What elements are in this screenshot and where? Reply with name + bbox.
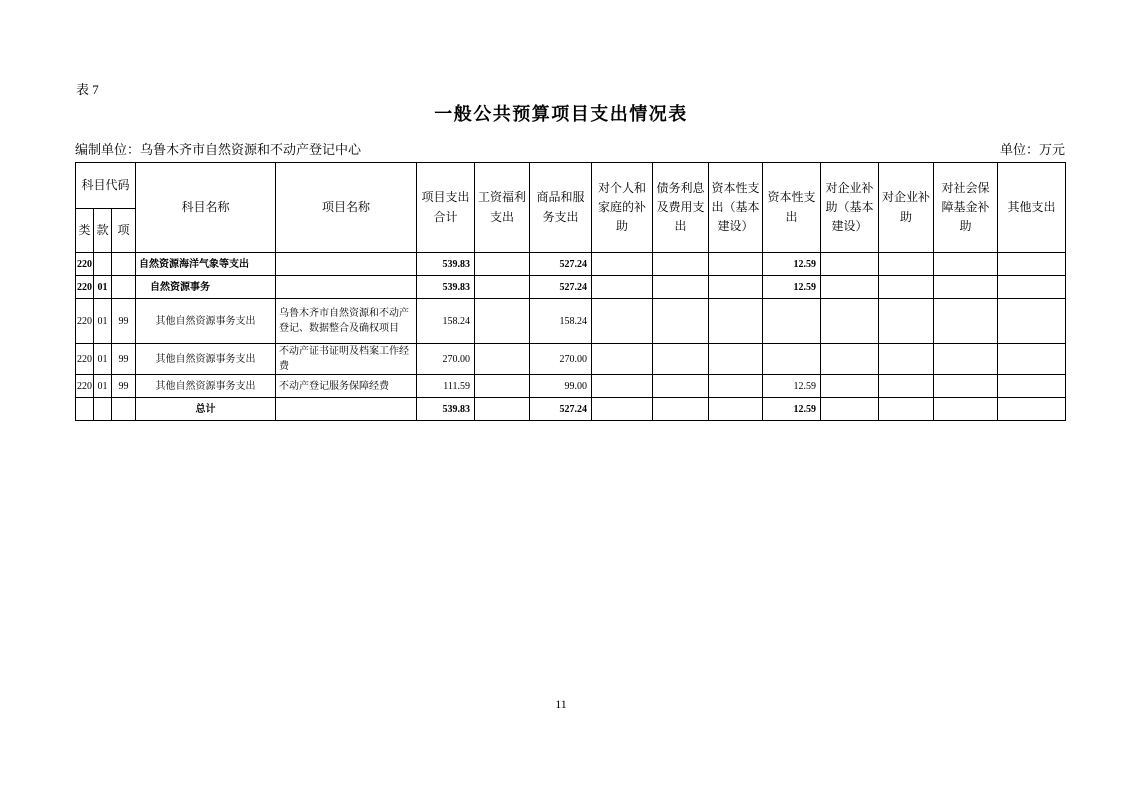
cell-value <box>879 375 934 398</box>
header-col-social-security-fund-subsidy: 对社会保障基金补助 <box>934 163 998 253</box>
cell-project-name <box>276 253 417 276</box>
cell-value <box>998 276 1066 299</box>
table-body <box>76 253 1066 421</box>
cell-value <box>709 398 763 421</box>
cell-value: 12.59 <box>763 398 821 421</box>
header-col-capital-basic-construction: 资本性支出（基本建设） <box>709 163 763 253</box>
header-subject-code: 科目代码 <box>76 163 136 209</box>
header-col-debt-interest: 债务利息及费用支出 <box>653 163 709 253</box>
cell-value <box>709 375 763 398</box>
meta-row <box>75 139 1065 158</box>
header-code-section: 款 <box>94 209 112 253</box>
cell-value <box>879 398 934 421</box>
cell-project-name <box>276 276 417 299</box>
cell-project-name: 不动产登记服务保障经费 <box>276 375 417 398</box>
cell-code-item: 99 <box>112 375 136 398</box>
cell-value <box>821 276 879 299</box>
cell-value <box>475 398 530 421</box>
cell-value <box>653 344 709 375</box>
cell-value <box>998 344 1066 375</box>
table-row <box>76 276 1066 299</box>
cell-value <box>653 299 709 344</box>
cell-value <box>934 375 998 398</box>
cell-value <box>763 344 821 375</box>
cell-value <box>879 344 934 375</box>
header-col-other: 其他支出 <box>998 163 1066 253</box>
table-header <box>76 163 1066 253</box>
header-subject-name: 科目名称 <box>136 163 276 253</box>
cell-subject-name: 总计 <box>136 398 276 421</box>
cell-code-section: 01 <box>94 375 112 398</box>
cell-value <box>879 276 934 299</box>
cell-value <box>709 276 763 299</box>
cell-value <box>763 299 821 344</box>
cell-value <box>592 344 653 375</box>
cell-code-class: 220 <box>76 299 94 344</box>
table-row <box>76 398 1066 421</box>
table-row <box>76 299 1066 344</box>
cell-value <box>821 253 879 276</box>
cell-value: 12.59 <box>763 276 821 299</box>
cell-value <box>592 299 653 344</box>
cell-code-item <box>112 398 136 421</box>
cell-value <box>592 375 653 398</box>
header-col-enterprise-subsidy-basic: 对企业补助（基本建设） <box>821 163 879 253</box>
cell-value <box>475 276 530 299</box>
cell-value: 12.59 <box>763 253 821 276</box>
cell-value: 539.83 <box>417 253 475 276</box>
cell-code-section <box>94 253 112 276</box>
cell-value <box>821 299 879 344</box>
cell-code-item <box>112 276 136 299</box>
cell-value <box>709 344 763 375</box>
cell-subject-name: 自然资源海洋气象等支出 <box>136 253 276 276</box>
cell-subject-name: 自然资源事务 <box>136 276 276 299</box>
header-col-goods-services: 商品和服务支出 <box>530 163 592 253</box>
cell-value <box>934 276 998 299</box>
cell-value <box>653 398 709 421</box>
cell-value: 270.00 <box>530 344 592 375</box>
cell-code-class: 220 <box>76 253 94 276</box>
cell-value <box>934 253 998 276</box>
cell-value <box>709 299 763 344</box>
cell-value: 12.59 <box>763 375 821 398</box>
cell-value <box>475 375 530 398</box>
cell-value <box>709 253 763 276</box>
cell-value <box>475 299 530 344</box>
table-row <box>76 344 1066 375</box>
cell-value <box>475 253 530 276</box>
cell-value <box>592 398 653 421</box>
cell-code-item: 99 <box>112 344 136 375</box>
cell-code-section: 01 <box>94 344 112 375</box>
cell-code-section <box>94 398 112 421</box>
cell-value <box>934 299 998 344</box>
cell-subject-name: 其他自然资源事务支出 <box>136 344 276 375</box>
cell-value <box>821 375 879 398</box>
cell-code-class: 220 <box>76 375 94 398</box>
header-col-enterprise-subsidy: 对企业补助 <box>879 163 934 253</box>
cell-value: 527.24 <box>530 276 592 299</box>
cell-value <box>934 398 998 421</box>
header-col-project-total: 项目支出合计 <box>417 163 475 253</box>
cell-code-section: 01 <box>94 276 112 299</box>
budget-table <box>75 162 1066 421</box>
cell-value <box>653 253 709 276</box>
cell-subject-name: 其他自然资源事务支出 <box>136 375 276 398</box>
cell-project-name: 不动产证书证明及档案工作经费 <box>276 344 417 375</box>
page-number: 11 <box>555 697 567 711</box>
header-code-class: 类 <box>76 209 94 253</box>
table-number-label: 表 7 <box>76 82 99 97</box>
header-col-wages-welfare: 工资福利支出 <box>475 163 530 253</box>
header-code-item: 项 <box>112 209 136 253</box>
cell-value: 527.24 <box>530 398 592 421</box>
cell-value: 158.24 <box>417 299 475 344</box>
cell-value <box>592 276 653 299</box>
cell-value <box>592 253 653 276</box>
cell-value <box>821 398 879 421</box>
cell-code-item: 99 <box>112 299 136 344</box>
prepared-by-label: 编制单位：乌鲁木齐市自然资源和不动产登记中心 <box>75 142 362 157</box>
cell-code-class: 220 <box>76 344 94 375</box>
cell-value <box>879 299 934 344</box>
cell-value <box>879 253 934 276</box>
page-title: 一般公共预算项目支出情况表 <box>434 104 688 124</box>
cell-value <box>998 299 1066 344</box>
cell-value: 539.83 <box>417 276 475 299</box>
cell-value: 527.24 <box>530 253 592 276</box>
cell-value <box>821 344 879 375</box>
cell-subject-name: 其他自然资源事务支出 <box>136 299 276 344</box>
cell-code-item <box>112 253 136 276</box>
cell-value <box>934 344 998 375</box>
cell-value <box>998 253 1066 276</box>
table-row <box>76 253 1066 276</box>
cell-code-class: 220 <box>76 276 94 299</box>
cell-value: 539.83 <box>417 398 475 421</box>
table-row <box>76 375 1066 398</box>
cell-value: 158.24 <box>530 299 592 344</box>
cell-value <box>653 375 709 398</box>
cell-value <box>998 398 1066 421</box>
cell-code-class <box>76 398 94 421</box>
cell-code-section: 01 <box>94 299 112 344</box>
unit-label: 单位：万元 <box>999 142 1065 157</box>
cell-value: 99.00 <box>530 375 592 398</box>
cell-value <box>653 276 709 299</box>
cell-value <box>475 344 530 375</box>
cell-project-name: 乌鲁木齐市自然资源和不动产登记、数据整合及确权项目 <box>276 299 417 344</box>
header-col-capital: 资本性支出 <box>763 163 821 253</box>
header-col-individual-family-subsidy: 对个人和家庭的补助 <box>592 163 653 253</box>
cell-project-name <box>276 398 417 421</box>
header-project-name: 项目名称 <box>276 163 417 253</box>
cell-value <box>998 375 1066 398</box>
cell-value: 111.59 <box>417 375 475 398</box>
cell-value: 270.00 <box>417 344 475 375</box>
